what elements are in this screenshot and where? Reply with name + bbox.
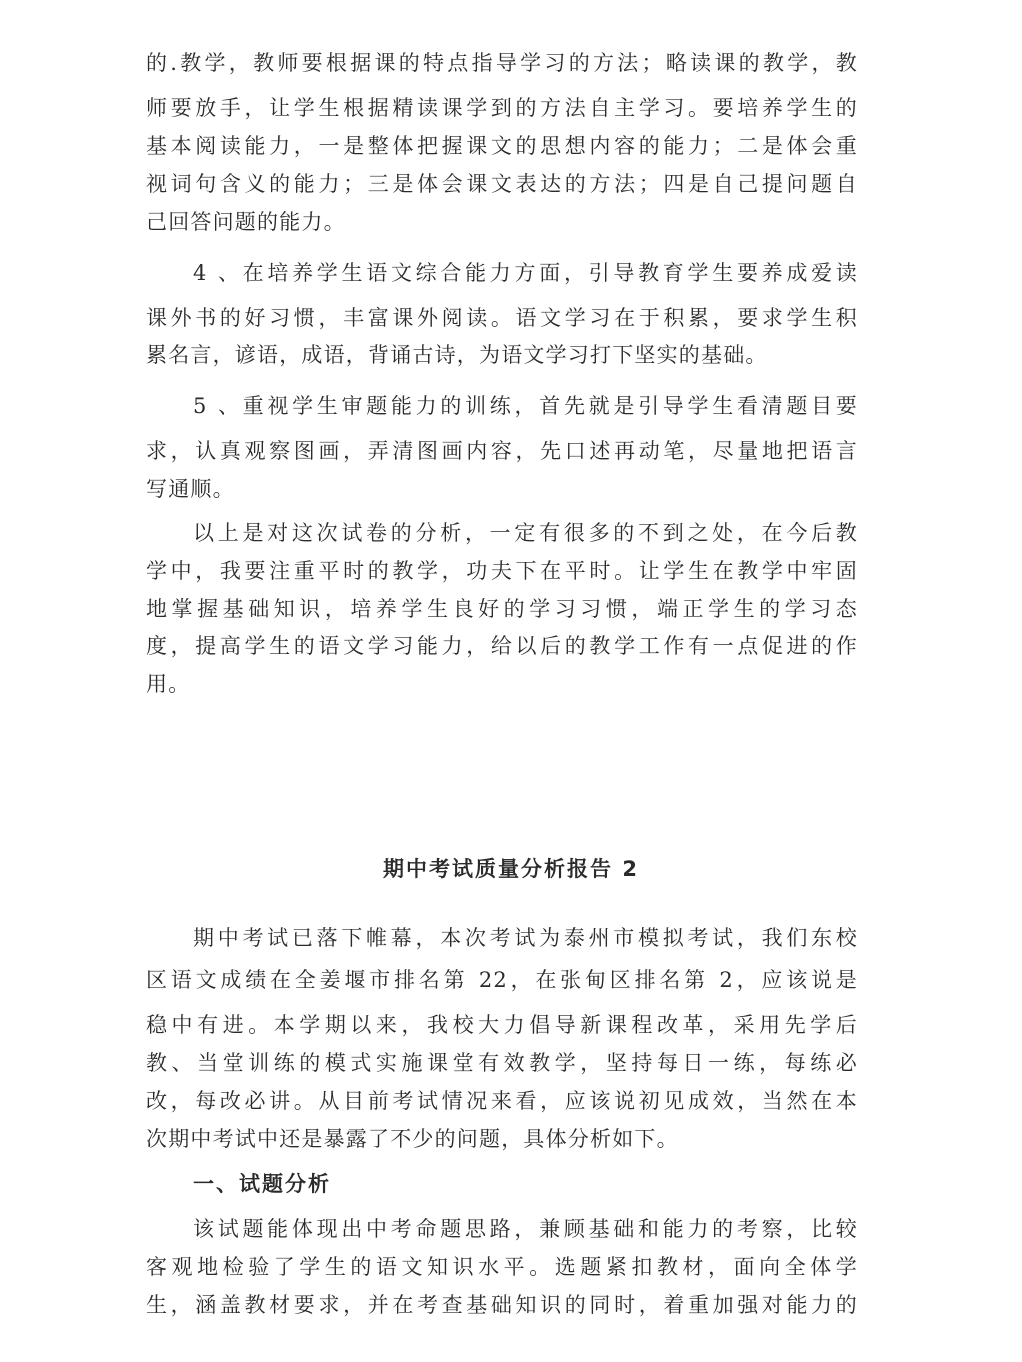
text-line: 以上是对这次试卷的分析，一定有很多的不到之处，在今后教 [193, 521, 858, 545]
text-line: 客观地检验了学生的语文知识水平。选题紧扣教材，面向全体学 [146, 1255, 858, 1279]
text-line: 该试题能体现出中考命题思路，兼顾基础和能力的考察，比较 [193, 1217, 858, 1241]
text-line: 教、当堂训练的模式实施课堂有效教学，坚持每日一练，每练必 [146, 1051, 858, 1075]
report-title: 期中考试质量分析报告 2 [383, 857, 639, 881]
text-line: 期中考试已落下帷幕，本次考试为泰州市模拟考试，我们东校 [193, 926, 858, 950]
text-line: 稳中有进。本学期以来，我校大力倡导新课程改革，采用先学后 [146, 1013, 858, 1037]
text-line: 师要放手，让学生根据精读课学到的方法自主学习。要培养学生的 [146, 96, 858, 120]
text-line: 写通顺。 [146, 477, 235, 501]
text-line: 5 、重视学生审题能力的训练，首先就是引导学生看清题目要 [193, 394, 858, 418]
text-line: 4 、在培养学生语文综合能力方面，引导教育学生要养成爱读 [193, 261, 858, 285]
text-line: 视词句含义的能力；三是体会课文表达的方法；四是自己提问题自 [146, 172, 858, 196]
text-line: 用。 [146, 672, 191, 696]
section-heading: 一、试题分析 [193, 1172, 331, 1196]
text-line: 改，每改必讲。从目前考试情况来看，应该说初见成效，当然在本 [146, 1089, 858, 1113]
text-line: 地掌握基础知识，培养学生良好的学习习惯，端正学生的学习态 [146, 597, 858, 621]
text-line: 学中，我要注重平时的教学，功夫下在平时。让学生在教学中牢固 [146, 559, 858, 583]
text-line: 累名言，谚语，成语，背诵古诗，为语文学习打下坚实的基础。 [146, 343, 768, 367]
text-line: 次期中考试中还是暴露了不少的问题，具体分析如下。 [146, 1127, 679, 1151]
text-line: 区语文成绩在全姜堰市排名第 22，在张甸区排名第 2，应该说是 [146, 968, 858, 992]
text-line: 己回答问题的能力。 [146, 210, 346, 234]
text-line: 基本阅读能力，一是整体把握课文的思想内容的能力；二是体会重 [146, 134, 858, 158]
text-line: 生，涵盖教材要求，并在考查基础知识的同时，着重加强对能力的 [146, 1293, 858, 1317]
text-line: 度，提高学生的语文学习能力，给以后的教学工作有一点促进的作 [146, 634, 858, 658]
text-line: 求，认真观察图画，弄清图画内容，先口述再动笔，尽量地把语言 [146, 439, 858, 463]
text-line: 的.教学，教师要根据课的特点指导学习的方法；略读课的教学，教 [146, 51, 858, 75]
text-line: 课外书的好习惯，丰富课外阅读。语文学习在于积累，要求学生积 [146, 306, 858, 330]
